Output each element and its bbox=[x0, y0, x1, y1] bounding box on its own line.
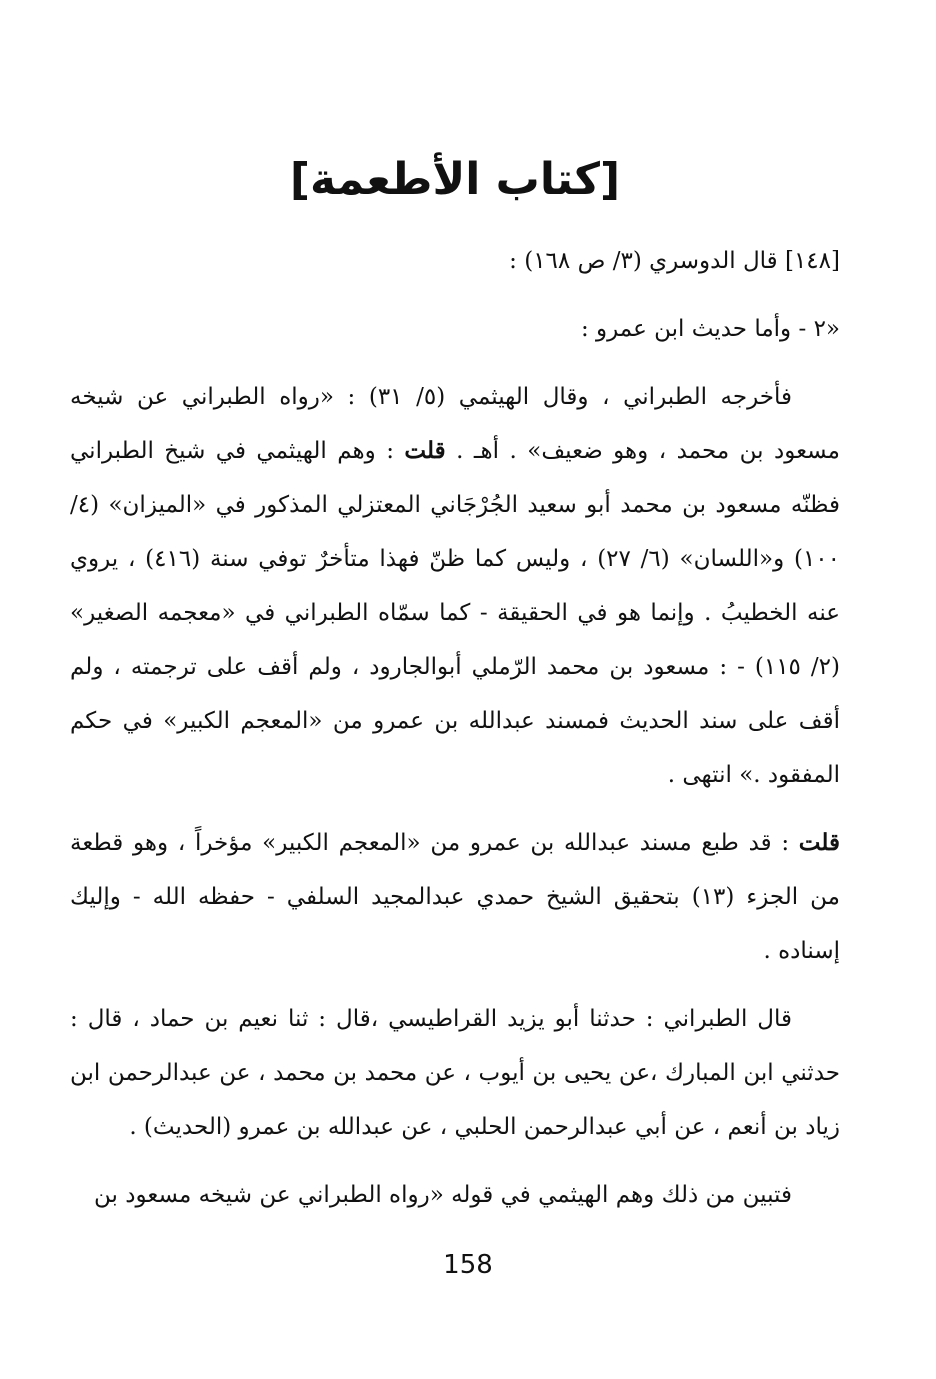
paragraph-quote-start bbox=[70, 302, 840, 356]
paragraph-conclusion bbox=[70, 1168, 840, 1222]
page-number: 158 bbox=[443, 1250, 493, 1280]
paragraph-entry-header bbox=[70, 234, 840, 288]
paragraph-text: : قد طبع مسند عبدالله بن عمرو من «المعجم الكبير» مؤخراً ، وهو قطعة من الجزء (١٣) بتحقيق الشيخ حمدي عبدالمجيد السلفي - حفظه الله - وإليك إسناده . bbox=[70, 830, 840, 964]
page-title: [كتاب الأطعمة] bbox=[289, 154, 621, 205]
paragraph-haythami-quote bbox=[70, 370, 840, 802]
paragraph-text: فتبين من ذلك وهم الهيثمي في قوله «رواه الطبراني عن شيخه مسعود بن bbox=[94, 1182, 792, 1208]
paragraph-lead-bold: قلت bbox=[404, 437, 446, 464]
paragraph-text: «٢ - وأما حديث ابن عمرو : bbox=[580, 316, 840, 342]
paragraph-lead-bold: قلت bbox=[798, 829, 840, 856]
document-page bbox=[70, 140, 840, 1236]
paragraph-text: فأخرجه الطبراني ، وقال الهيثمي (٥/ ٣١) : «رواه الطبراني عن شيخه مسعود بن محمد ، وهو ضعيف» . أهـ . bbox=[70, 384, 841, 464]
paragraph-text: [١٤٨] قال الدوسري (٣/ ص ١٦٨) : bbox=[509, 248, 840, 274]
paragraph-isnad bbox=[70, 992, 840, 1154]
paragraph-text: : وهم الهيثمي في شيخ الطبراني فظنّه مسعود بن محمد أبو سعيد الجُرْجَاني المعتزلي المذكور في «الميزان» (٤/ ١٠٠) و«اللسان» (٦/ ٢٧) ، وليس كما ظنّ فهذا متأخرٌ توفي سنة (٤١٦) ، يروي عنه الخطيبُ . وإنما هو في الحقيقة - كما سمّاه الطبراني في «معجمه الصغير» (٢/ ١١٥) - : مسعود بن محمد الرّملي أبوالجارود ، ولم أقف على ترجمته ، ولم أقف على سند الحديث فمسند عبدالله بن عمرو من «المعجم الكبير» في حكم المفقود .» انتهى . bbox=[70, 438, 841, 788]
paragraph-text: قال الطبراني : حدثنا أبو يزيد القراطيسي ،قال : ثنا نعيم بن حماد ، قال : حدثني ابن المبارك ،عن يحيى بن أيوب ، عن محمد بن محمد ، عن عبدالرحمن ابن زياد بن أنعم ، عن أبي عبدالرحمن الحلبي ، عن عبدالله بن عمرو (الحديث) . bbox=[70, 1006, 840, 1140]
paragraph-author-note bbox=[70, 816, 840, 978]
